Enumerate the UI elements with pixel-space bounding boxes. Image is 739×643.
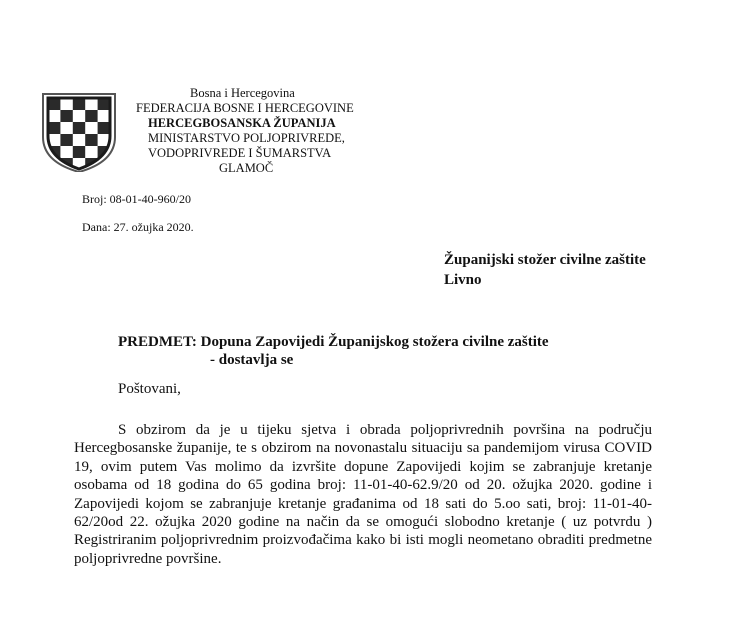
- letterhead-ministry-line2: VODOPRIVREDE I ŠUMARSTVA: [148, 146, 332, 160]
- checkered-shield-crest-icon: [40, 92, 118, 172]
- recipient-block: [444, 250, 646, 290]
- document-number: Broj: 08-01-40-960/20: [82, 192, 191, 206]
- letterhead-country: Bosna i Hercegovina: [190, 86, 295, 100]
- letterhead-city: GLAMOČ: [219, 161, 274, 175]
- letterhead-federation: FEDERACIJA BOSNE I HERCEGOVINE: [136, 101, 354, 115]
- document-date: Dana: 27. ožujka 2020.: [82, 220, 194, 234]
- letterhead: [136, 86, 364, 176]
- letterhead-ministry-line1: MINISTARSTVO POLJOPRIVREDE,: [148, 131, 345, 145]
- recipient-name: Županijski stožer civilne zaštite: [444, 252, 646, 268]
- subject-title: PREDMET: Dopuna Zapovijedi Županijskog stožera civilne zaštite: [118, 334, 549, 350]
- letterhead-county: HERCEGBOSANSKA ŽUPANIJA: [148, 116, 336, 130]
- recipient-city: Livno: [444, 272, 482, 288]
- subject-subtitle: - dostavlja se: [210, 352, 294, 368]
- body-paragraph: S obzirom da je u tijeku sjetva i obrada poljoprivrednih površina na području Hercegbosanske županije, te s obzirom na novonastalu situaciju sa pandemijom virusa COVID 19, ovim putem Vas molimo da izvršite dopune Zapovijedi kojim se zabranjuje kretanje osobama od 18 godina do 65 godina broj: 11-01-40-62.9/20 od 20. ožujka 2020. godine i Zapovijedi kojom se zabranjuje kretanje građanima od 18 sati do 5.oo sati, broj: 11-01-40-62/20od 22. ožujka 2020 godine na način da se omogući slobodno kretanje ( uz potvrdu ) Registriranim poljoprivrednim proizvođačima kako bi isti mogli neometano obraditi predmetne poljoprivredne površine.: [74, 422, 652, 567]
- greeting: Poštovani,: [118, 381, 181, 397]
- subject-block: [118, 333, 549, 369]
